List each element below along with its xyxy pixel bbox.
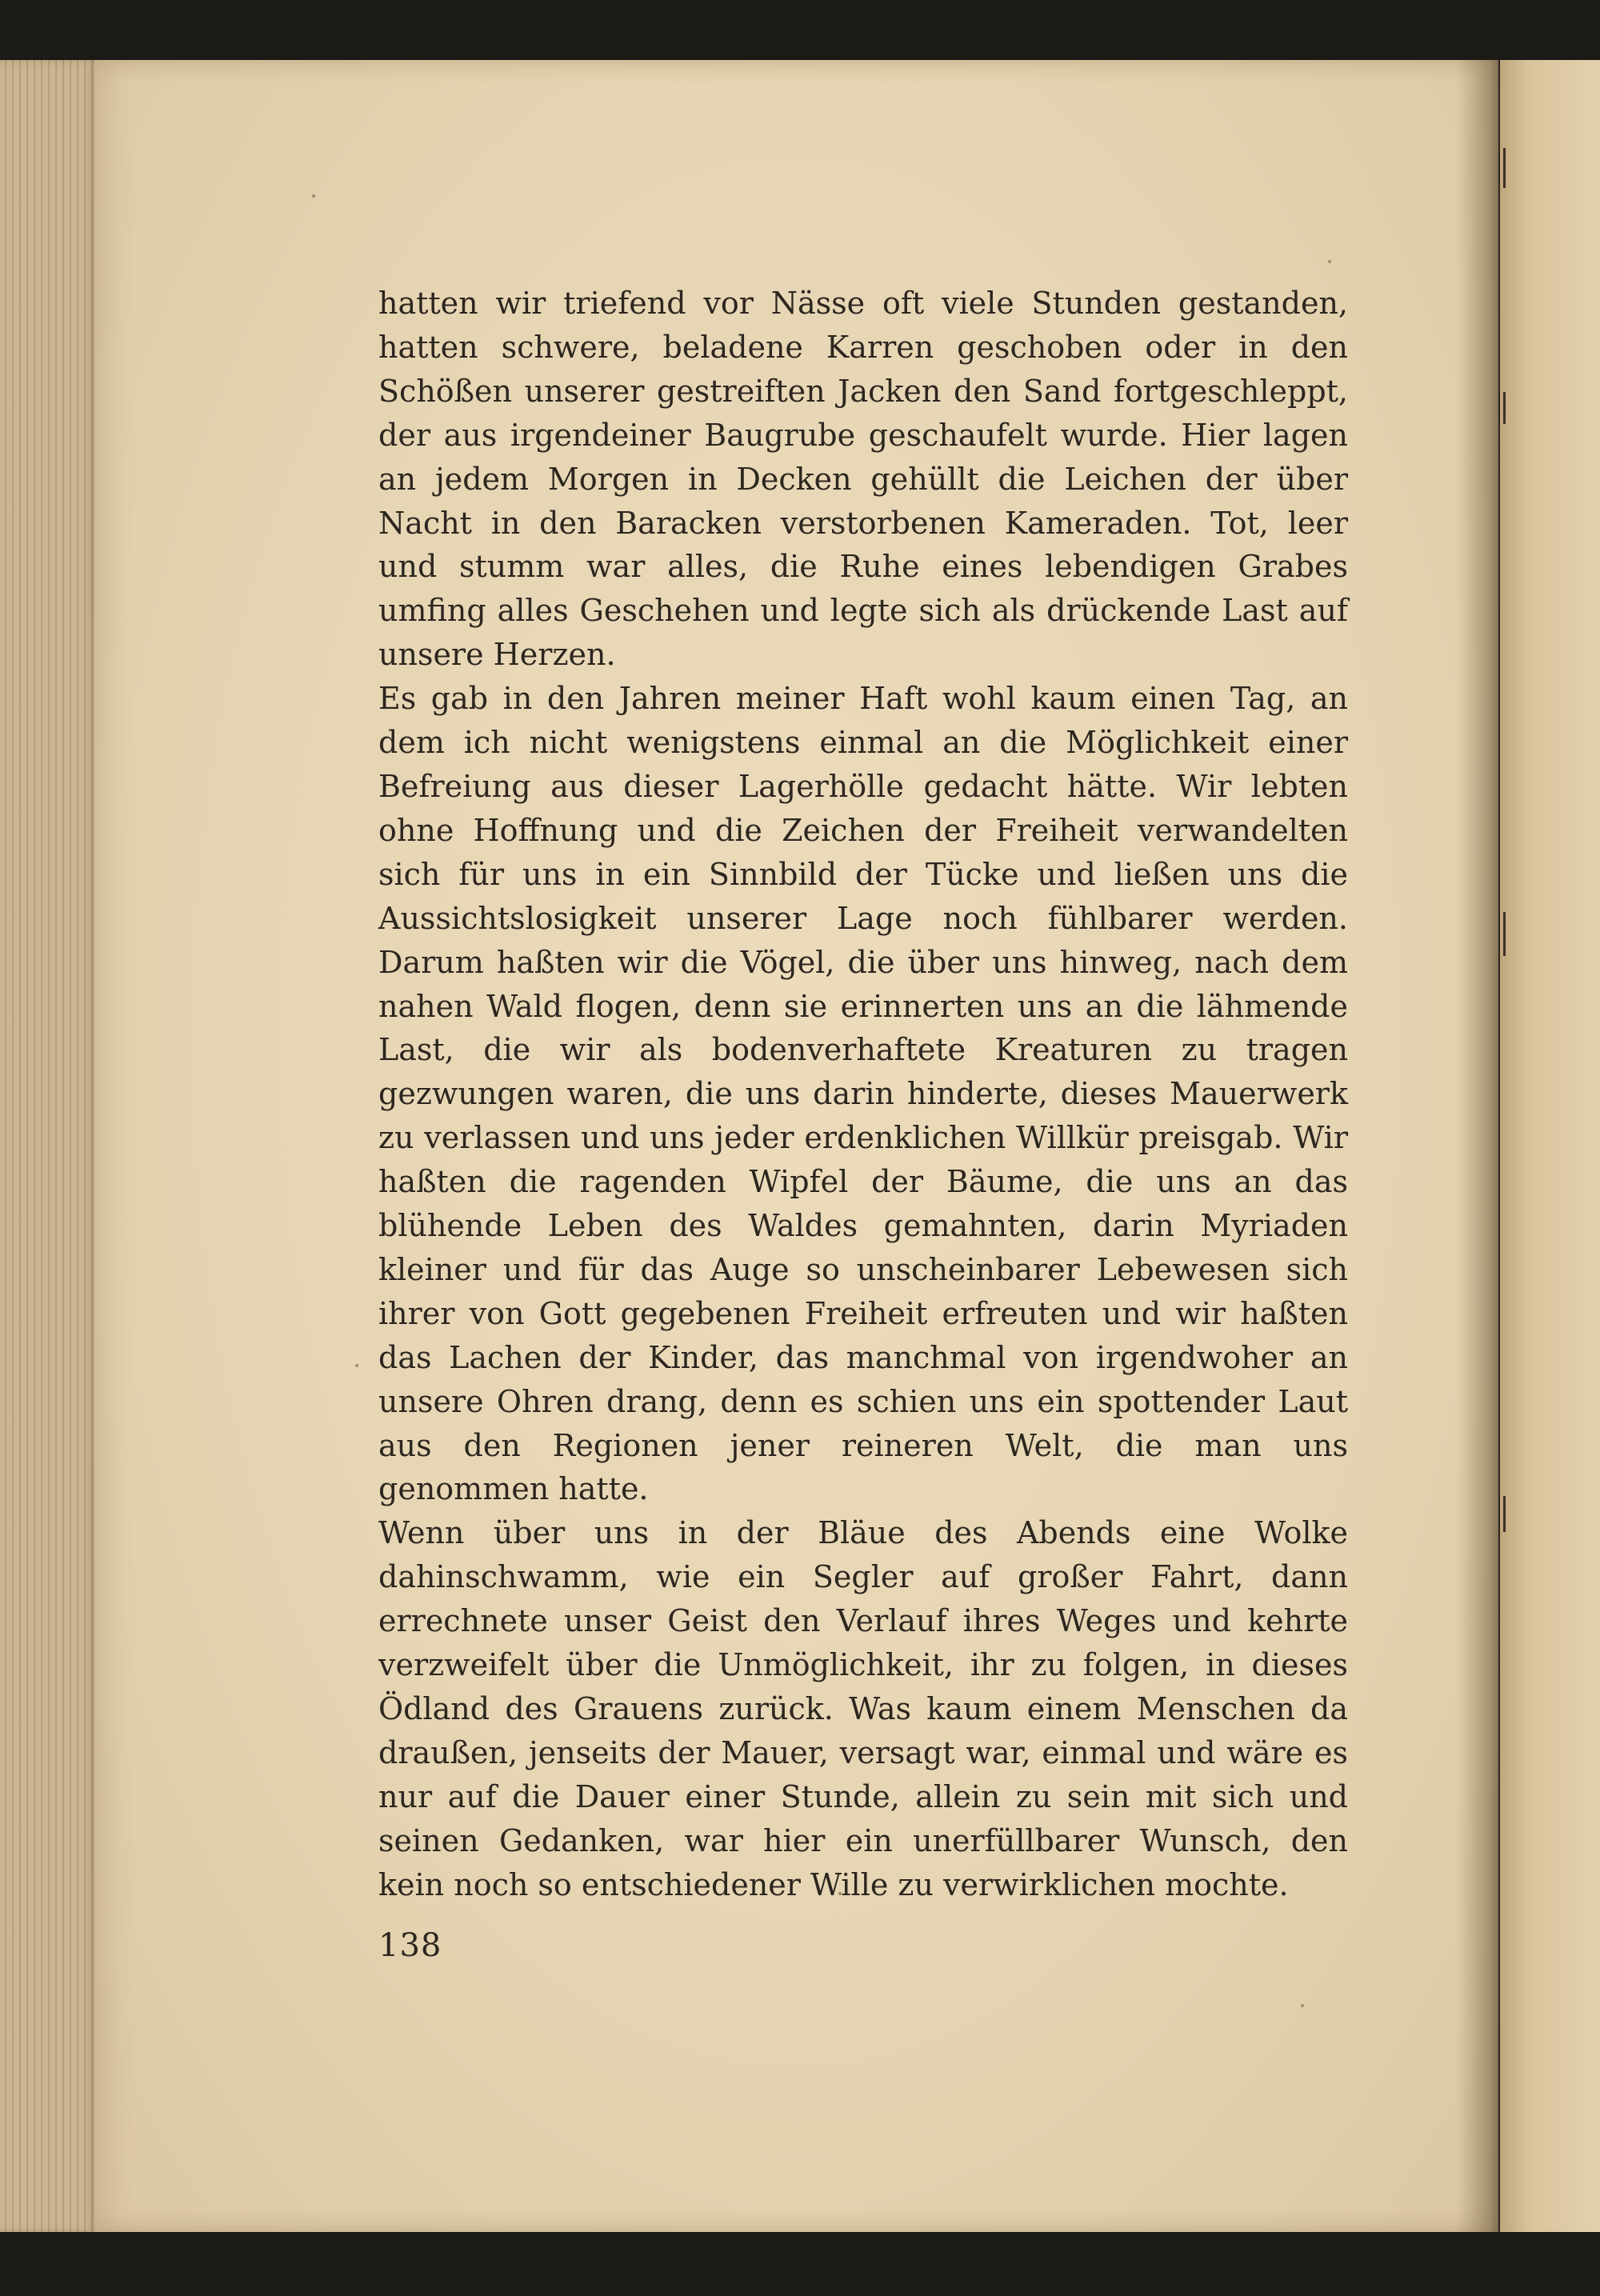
paper-speck — [1301, 2004, 1304, 2007]
paragraph-3: Wenn über uns in der Bläue des Abends eine Wolke dahinschwamm, wie ein Segler auf großer Fahrt, dann errechnete unser Geist den Verlauf ihres Weges und kehrte verzweifelt über die Unmöglichkeit, ihr zu folgen, in dieses Ödland des Grauens zurück. Was kaum einem Menschen da draußen, jenseits der Mauer, versagt war, einmal und wäre es nur auf die Dauer einer Stunde, allein zu sein mit sich und seinen Gedanken, war hier ein unerfüllbarer Wunsch, den kein noch so entschiedener Wille zu verwirklichen mochte. — [378, 1515, 1348, 1902]
paper-speck — [1328, 260, 1331, 263]
facing-text-mark — [1503, 148, 1506, 188]
body-text — [378, 282, 1348, 1907]
facing-text-mark — [1503, 912, 1506, 956]
page-number: 138 — [378, 1927, 442, 1964]
facing-page — [1500, 60, 1600, 2232]
facing-text-mark — [1503, 1496, 1506, 1532]
paper-speck — [355, 1364, 358, 1367]
facing-text-mark — [1503, 392, 1506, 424]
page-stack-edge — [0, 60, 96, 2232]
paper-speck — [312, 194, 315, 198]
paragraph-1: hatten wir triefend vor Nässe oft viele Stunden gestanden, hatten schwere, beladene Karren geschoben oder in den Schößen unserer gestreiften Jacken den Sand fortgeschleppt, der aus irgendeiner Baugrube geschaufelt wurde. Hier lagen an jedem Morgen in Decken gehüllt die Leichen der über Nacht in den Baracken verstorbenen Kameraden. Tot, leer und stumm war alles, die Ruhe eines lebendigen Grabes umfing alles Geschehen und legte sich als drückende Last auf unsere Herzen. — [378, 286, 1348, 673]
paragraph-2: Es gab in den Jahren meiner Haft wohl kaum einen Tag, an dem ich nicht wenigstens einmal an die Möglichkeit einer Befreiung aus dieser Lagerhölle gedacht hätte. Wir lebten ohne Hoffnung und die Zeichen der Freiheit verwandelten sich für uns in ein Sinnbild der Tücke und ließen uns die Aussichtslosigkeit unserer Lage noch fühlbarer werden. Darum haßten wir die Vögel, die über uns hinweg, nach dem nahen Wald flogen, denn sie erinnerten uns an die lähmende Last, die wir als bodenverhaftete Kreaturen zu tragen gezwungen waren, die uns darin hinderte, dieses Mauerwerk zu verlassen und uns jeder erdenklichen Willkür preisgab. Wir haßten die ragenden Wipfel der Bäume, die uns an das blühende Leben des Waldes gemahnten, darin Myriaden kleiner und für das Auge so unscheinbarer Lebewesen sich ihrer von Gott gegebenen Freiheit erfreuten und wir haßten das Lachen der Kinder, das manchmal von irgendwoher an unsere Ohren drang, denn es schien uns ein spottender Laut aus den Regionen jener reineren Welt, die man uns genommen hatte. — [378, 681, 1348, 1507]
